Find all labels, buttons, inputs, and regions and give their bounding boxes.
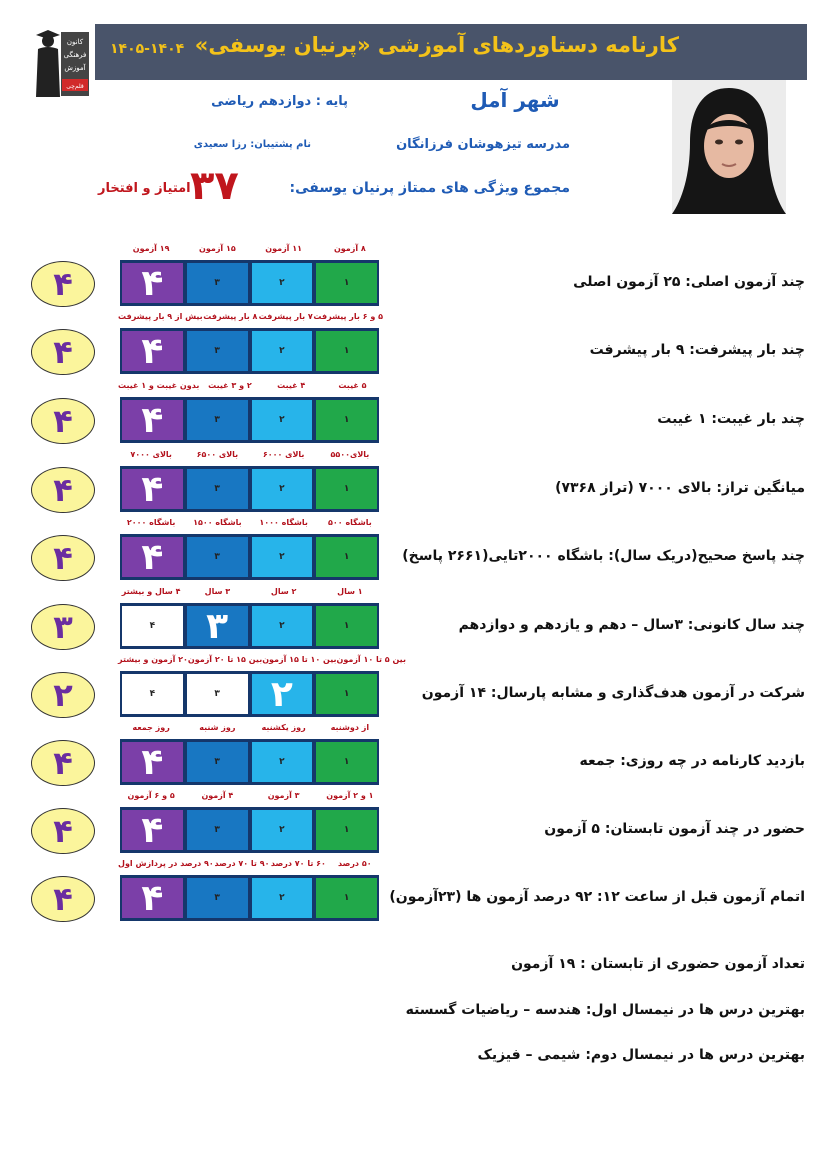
score-circle: ۴ bbox=[31, 398, 95, 444]
grid-cell-3: ۳ bbox=[187, 674, 248, 714]
level-label: ۲ و ۳ غیبت bbox=[208, 381, 252, 390]
grid-cell-1: ۱ bbox=[316, 331, 377, 371]
criterion-label: چند سال کانونی: ۳سال – دهم و یازدهم و دوازدهم bbox=[458, 617, 805, 633]
level-label: بالای ۶۰۰۰ bbox=[262, 450, 305, 459]
criterion-label: اتمام آزمون قبل از ساعت ۱۲: ۹۲ درصد آزمون ها (۲۳آزمون) bbox=[389, 889, 805, 905]
level-label: روز جمعه bbox=[132, 723, 170, 732]
level-label: ۵ و ۶ بار پیشرفت bbox=[313, 312, 383, 321]
score-circle: ۲ bbox=[31, 672, 95, 718]
criterion-label: چند پاسخ صحیح(دریک سال): باشگاه ۲۰۰۰تایی(۲۶۶۱ پاسخ) bbox=[402, 548, 805, 564]
level-labels bbox=[118, 312, 383, 321]
level-label: بین ۱۰ تا ۱۵ آزمون bbox=[262, 655, 337, 664]
level-label: باشگاه ۵۰۰ bbox=[328, 518, 372, 527]
total-label: مجموع ویژگی های ممتاز پرنیان یوسفی: bbox=[289, 180, 570, 196]
level-label: بالای ۶۵۰۰ bbox=[196, 450, 239, 459]
grid-cell-3: ۳ bbox=[187, 331, 248, 371]
total-score: ۳۷ bbox=[190, 163, 239, 209]
score-grid bbox=[120, 397, 379, 443]
grid-cell-2: ۲ bbox=[252, 810, 313, 850]
level-label: ۴ سال و بیشتر bbox=[121, 587, 181, 596]
criterion-label: چند بار غیبت: ۱ غیبت bbox=[657, 411, 805, 427]
score-circle: ۴ bbox=[31, 740, 95, 786]
level-labels bbox=[118, 381, 383, 390]
report-title: کارنامه دستاوردهای آموزشی «پرنیان یوسفی» bbox=[194, 33, 679, 57]
grid-cell-1: ۱ bbox=[316, 606, 377, 646]
level-labels bbox=[118, 587, 383, 596]
level-label: ۲ سال bbox=[270, 587, 297, 596]
grid-cell-3: ۳ bbox=[187, 400, 248, 440]
level-label: باشگاه ۲۰۰۰ bbox=[126, 518, 176, 527]
score-circle: ۴ bbox=[31, 535, 95, 581]
grid-cell-2: ۲ bbox=[252, 878, 313, 918]
level-label: ۹۰ درصد در پردازش اول bbox=[118, 859, 214, 868]
level-label: ۱۵ آزمون bbox=[199, 244, 236, 253]
level-labels bbox=[118, 655, 406, 664]
level-label: باشگاه ۱۵۰۰ bbox=[193, 518, 242, 527]
grid-cell-2: ۲ bbox=[252, 469, 313, 509]
level-label: بالای۵۵۰۰ bbox=[330, 450, 370, 459]
score-grid bbox=[120, 466, 379, 512]
total-suffix: امتیاز و افتخار bbox=[98, 181, 191, 196]
criterion-label: چند آزمون اصلی: ۲۵ آزمون اصلی bbox=[573, 274, 805, 290]
grid-cell-3: ۳ bbox=[187, 537, 248, 577]
grid-cell-2: ۲ bbox=[252, 742, 313, 782]
level-label: ۴ آزمون bbox=[201, 791, 234, 800]
extra-line: تعداد آزمون حضوری از تابستان : ۱۹ آزمون bbox=[511, 956, 805, 972]
grid-cell-4: ۴ bbox=[122, 537, 183, 577]
level-label: ۲۰ آزمون و بیشتر bbox=[118, 655, 188, 664]
level-label: روز شنبه bbox=[199, 723, 236, 732]
criterion-label: چند بار پیشرفت: ۹ بار پیشرفت bbox=[589, 342, 805, 358]
logo-text-4: قلم‌چی bbox=[66, 83, 84, 90]
grid-cell-4: ۴ bbox=[122, 400, 183, 440]
logo-text-2: فرهنگی bbox=[63, 51, 87, 59]
grid-cell-4: ۴ bbox=[122, 742, 183, 782]
school-name: مدرسه تیزهوشان فرزانگان bbox=[396, 137, 570, 152]
criterion-label: شرکت در آزمون هدف‌گذاری و مشابه پارسال: ۱۴ آزمون bbox=[421, 685, 805, 701]
level-label: ۶۰ تا ۷۰ درصد bbox=[270, 859, 326, 868]
level-labels bbox=[118, 244, 383, 253]
grid-cell-4: ۴ bbox=[122, 878, 183, 918]
school-year: ۱۴۰۵-۱۴۰۴ bbox=[110, 41, 185, 57]
level-label: ۵ و ۶ آزمون bbox=[127, 791, 175, 800]
student-photo bbox=[672, 80, 786, 214]
score-circle: ۴ bbox=[31, 261, 95, 307]
grid-cell-1: ۱ bbox=[316, 537, 377, 577]
logo-text-3: آموزش bbox=[64, 64, 86, 72]
logo-text-1: کانون bbox=[66, 38, 84, 46]
score-circle: ۴ bbox=[31, 808, 95, 854]
score-circle: ۴ bbox=[31, 329, 95, 375]
grid-cell-3: ۳ bbox=[187, 606, 248, 646]
grid-cell-3: ۳ bbox=[187, 263, 248, 303]
grid-cell-3: ۳ bbox=[187, 742, 248, 782]
grid-cell-3: ۳ bbox=[187, 878, 248, 918]
grid-cell-2: ۲ bbox=[252, 606, 313, 646]
score-grid bbox=[120, 603, 379, 649]
level-label: ۱ سال bbox=[337, 587, 363, 596]
supporter-name: نام پشتیبان: رزا سعیدی bbox=[193, 139, 311, 150]
score-grid bbox=[120, 807, 379, 853]
score-circle: ۴ bbox=[31, 467, 95, 513]
score-grid bbox=[120, 875, 379, 921]
level-label: بین ۵ تا ۱۰ آزمون bbox=[336, 655, 406, 664]
level-label: بین ۱۵ تا ۲۰ آزمون bbox=[187, 655, 263, 664]
level-labels bbox=[118, 723, 383, 732]
level-label: روز یکشنبه bbox=[261, 723, 306, 732]
level-label: ۸ بار پیشرفت bbox=[203, 312, 258, 321]
grid-cell-2: ۲ bbox=[252, 674, 313, 714]
extra-line: بهترین درس ها در نیمسال اول: هندسه – ریاضیات گسسته bbox=[405, 1002, 805, 1018]
score-circle: ۳ bbox=[31, 604, 95, 650]
grid-cell-4: ۴ bbox=[122, 674, 183, 714]
kanoon-logo bbox=[30, 27, 92, 103]
level-label: از دوشنبه bbox=[330, 723, 370, 732]
grid-cell-3: ۳ bbox=[187, 810, 248, 850]
grid-cell-2: ۲ bbox=[252, 331, 313, 371]
score-grid bbox=[120, 534, 379, 580]
extra-line: بهترین درس ها در نیمسال دوم: شیمی – فیزیک bbox=[477, 1047, 805, 1063]
level-label: ۷ بار پیشرفت bbox=[258, 312, 313, 321]
grid-cell-2: ۲ bbox=[252, 263, 313, 303]
grid-cell-1: ۱ bbox=[316, 810, 377, 850]
score-circle: ۴ bbox=[31, 876, 95, 922]
grid-cell-1: ۱ bbox=[316, 263, 377, 303]
level-label: بالای ۷۰۰۰ bbox=[130, 450, 172, 459]
level-label: ۹۰ تا ۷۰ درصد bbox=[214, 859, 270, 868]
level-labels bbox=[118, 791, 383, 800]
grade: پایه : دوازدهم ریاضی bbox=[211, 94, 348, 109]
grid-cell-2: ۲ bbox=[252, 400, 313, 440]
level-label: ۸ آزمون bbox=[333, 244, 366, 253]
city: شهر آمل bbox=[470, 88, 560, 112]
score-grid bbox=[120, 328, 379, 374]
criterion-label: حضور در چند آزمون تابستان: ۵ آزمون bbox=[544, 821, 805, 837]
grid-cell-4: ۴ bbox=[122, 469, 183, 509]
score-grid bbox=[120, 739, 379, 785]
grid-cell-1: ۱ bbox=[316, 400, 377, 440]
grid-cell-1: ۱ bbox=[316, 742, 377, 782]
grid-cell-2: ۲ bbox=[252, 537, 313, 577]
grid-cell-4: ۴ bbox=[122, 606, 183, 646]
level-label: ۳ آزمون bbox=[267, 791, 300, 800]
score-grid bbox=[120, 260, 379, 306]
level-labels bbox=[118, 859, 383, 868]
level-label: ۱۱ آزمون bbox=[265, 244, 302, 253]
grid-cell-1: ۱ bbox=[316, 878, 377, 918]
level-label: ۳ سال bbox=[204, 587, 231, 596]
level-label: بدون غیبت و ۱ غیبت bbox=[118, 381, 200, 390]
level-label: ۱۹ آزمون bbox=[132, 244, 170, 253]
level-label: ۴ غیبت bbox=[277, 381, 306, 390]
criterion-label: بازدید کارنامه در چه روزی: جمعه bbox=[579, 753, 805, 769]
level-labels bbox=[118, 450, 383, 459]
grid-cell-4: ۴ bbox=[122, 810, 183, 850]
grid-cell-3: ۳ bbox=[187, 469, 248, 509]
level-label: ۵۰ درصد bbox=[337, 859, 372, 868]
level-label: بیش از ۹ بار پیشرفت bbox=[118, 312, 203, 321]
level-label: باشگاه ۱۰۰۰ bbox=[259, 518, 308, 527]
grid-cell-1: ۱ bbox=[316, 469, 377, 509]
grid-cell-1: ۱ bbox=[316, 674, 377, 714]
level-label: ۱ و ۲ آزمون bbox=[326, 791, 374, 800]
level-labels bbox=[118, 518, 383, 527]
criterion-label: میانگین تراز: بالای ۷۰۰۰ (تراز ۷۳۶۸) bbox=[555, 480, 805, 496]
level-label: ۵ غیبت bbox=[338, 381, 367, 390]
grid-cell-4: ۴ bbox=[122, 263, 183, 303]
score-grid bbox=[120, 671, 379, 717]
grid-cell-4: ۴ bbox=[122, 331, 183, 371]
